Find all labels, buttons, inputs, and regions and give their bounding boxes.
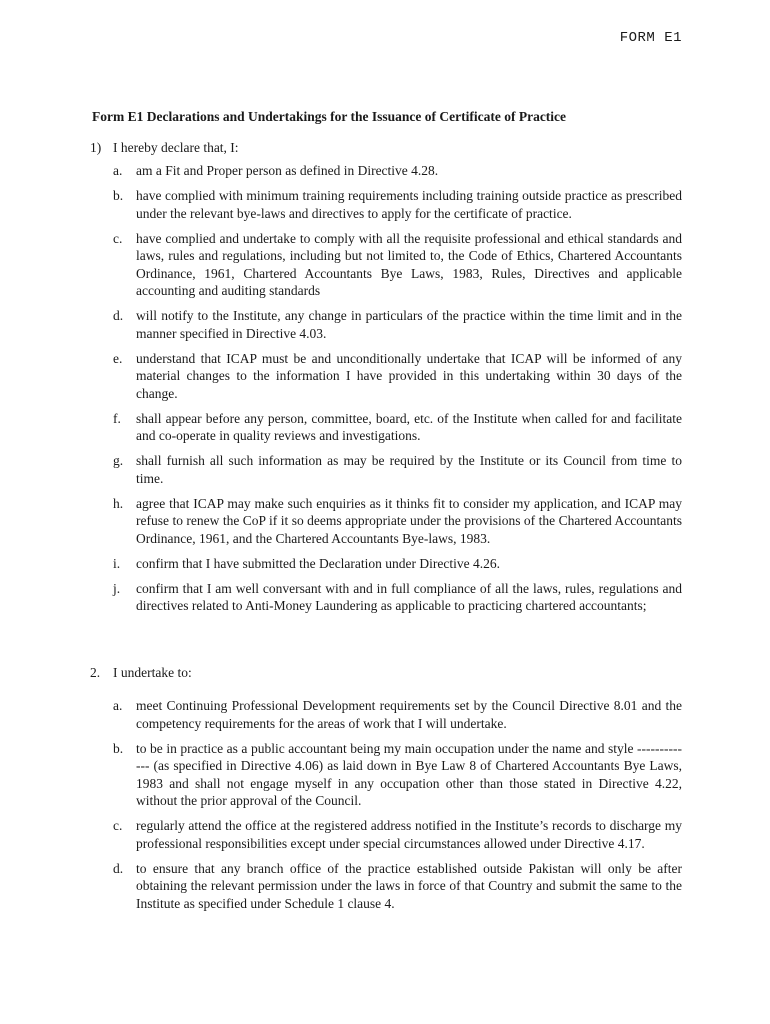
item-text: confirm that I have submitted the Declaration under Directive 4.26. (136, 555, 500, 571)
item-text: have complied and undertake to comply with all the requisite professional and ethical standards and laws, rules and regulations, including but not limited to, the Code of Ethics, Chartered Accountants Ordinance, 1961, Chartered Accountants Bye Laws, 1983, Rules, Directives and applicable accounting and auditing standards (136, 230, 682, 298)
item-letter: d. (113, 308, 124, 323)
item-letter: i. (113, 555, 121, 571)
list-item (90, 580, 682, 615)
item-letter: a. (113, 163, 123, 178)
item-text: agree that ICAP may make such enquiries as it thinks fit to consider my application, and ICAP may refuse to renew the CoP if it so deems appropriate under the provisions of the Chartered Accountants Ordinance, 1961, and the Chartered Accountants Bye-laws, 1983. (136, 495, 682, 546)
item-letter: c. (113, 818, 123, 833)
item-letter: e. (113, 350, 123, 366)
item-letter: j. (113, 580, 121, 596)
item-letter: c. (113, 230, 123, 246)
item-letter: g. (113, 453, 124, 468)
declaration-list (90, 162, 682, 615)
item-text: have complied with minimum training requirements including training outside practice as prescribed under the relevant bye-laws and directives to apply for the certificate of practice. (136, 188, 682, 221)
list-item (90, 230, 682, 300)
list-item (90, 697, 682, 732)
item-text: regularly attend the office at the registered address notified in the Institute’s records to discharge my professional responsibilities except under special circumstances allowed under Directive 4.17. (136, 818, 682, 851)
declarations-section (90, 139, 682, 622)
section-heading (90, 664, 682, 682)
list-item (90, 410, 682, 445)
item-letter: d. (113, 860, 124, 876)
item-letter: a. (113, 698, 123, 713)
item-text: understand that ICAP must be and unconditionally undertake that ICAP will be informed of any material changes to the information I have provided in this undertaking within 30 days of the change. (136, 350, 682, 401)
item-text: meet Continuing Professional Development requirements set by the Council Directive 8.01 and the competency requirements for the areas of work that I will undertake. (136, 698, 682, 731)
list-item (90, 350, 682, 403)
item-letter: f. (113, 410, 121, 426)
list-item (90, 495, 682, 548)
list-item (90, 307, 682, 342)
item-text: am a Fit and Proper person as defined in Directive 4.28. (136, 163, 439, 178)
item-text: to be in practice as a public accountant being my main occupation under the name and style ------------- (as specified in Directive 4.06) as laid down in Bye Law 8 of Chartered Accountants Bye Laws, 1983 and shall not engage myself in any occupation other than those stated in Directive 4.22, without the prior approval of the Council. (136, 740, 682, 808)
item-text: will notify to the Institute, any change in particulars of the practice within the time limit and in the manner specified in Directive 4.03. (136, 308, 682, 341)
section-heading (90, 139, 682, 157)
list-item (90, 860, 682, 913)
section-heading-text: I hereby declare that, I: (113, 140, 239, 155)
undertakings-section (90, 664, 682, 920)
item-text: shall appear before any person, committee, board, etc. of the Institute when called for and facilitate and co-operate in quality reviews and investigations. (136, 410, 682, 443)
item-text: to ensure that any branch office of the practice established outside Pakistan will only be after obtaining the relevant permission under the laws in force of that Country and submit the same to the Institute as specified under Schedule 1 clause 4. (136, 860, 682, 911)
section-heading-text: I undertake to: (113, 665, 192, 680)
list-item (90, 452, 682, 487)
list-item (90, 162, 682, 180)
form-code: FORM E1 (619, 30, 682, 46)
item-letter: h. (113, 495, 124, 511)
item-text: confirm that I am well conversant with and in full compliance of all the laws, rules, regulations and directives related to Anti-Money Laundering as applicable to practicing chartered accountants; (136, 580, 682, 613)
list-item (90, 187, 682, 222)
undertaking-list (90, 697, 682, 912)
section-number: 1) (90, 140, 102, 155)
item-letter: b. (113, 188, 124, 203)
list-item (90, 817, 682, 852)
section-number: 2. (90, 665, 101, 680)
list-item (90, 740, 682, 810)
item-text: shall furnish all such information as may be required by the Institute or its Council from time to time. (136, 453, 682, 486)
list-item (90, 555, 682, 573)
item-letter: b. (113, 740, 124, 756)
page-title: Form E1 Declarations and Undertakings for the Issuance of Certificate of Practice (92, 109, 567, 124)
